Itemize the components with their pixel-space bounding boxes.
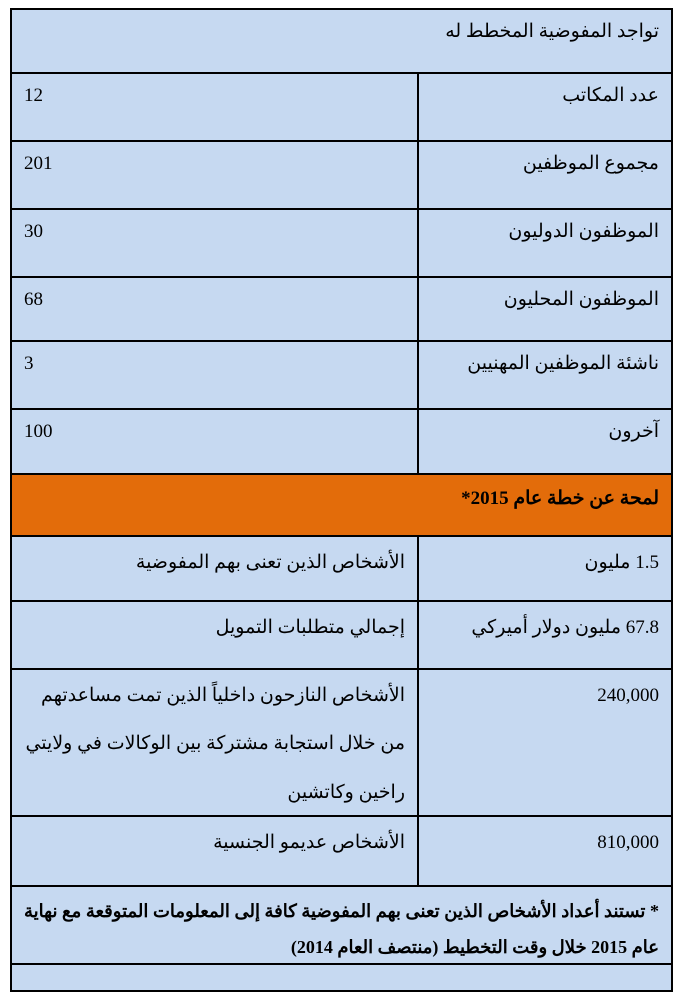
footnote-text: * تستند أعداد الأشخاص الذين تعنى بهم المفوضية كافة إلى المعلومات المتوقعة مع نهاية عام 2015 خلال وقت التخطيط (منتصف العام 2014)	[24, 901, 659, 957]
row-total-staff-value: 201	[24, 153, 53, 174]
row-others	[12, 410, 671, 475]
row-international-staff	[12, 210, 671, 278]
row-local-staff-label: الموظفون المحليون	[417, 278, 671, 340]
row-persons-of-concern-label: الأشخاص الذين تعنى بهم المفوضية	[135, 552, 405, 573]
row-idps-assisted-value: 240,000	[417, 670, 671, 815]
row-stateless-persons	[12, 817, 671, 887]
row-junior-professionals-label: ناشئة الموظفين المهنيين	[417, 342, 671, 408]
empty-bottom-row	[12, 965, 671, 990]
row-international-staff-label: الموظفون الدوليون	[417, 210, 671, 276]
table-title-row	[12, 10, 671, 74]
row-funding-requirements-value: 67.8 مليون دولار أميركي	[417, 602, 671, 668]
plan-header-title: لمحة عن خطة عام 2015*	[12, 475, 671, 535]
row-stateless-persons-value: 810,000	[417, 817, 671, 885]
row-funding-requirements-label: إجمالي متطلبات التمويل	[215, 617, 405, 638]
row-total-staff	[12, 142, 671, 210]
row-offices	[12, 74, 671, 142]
row-stateless-persons-label: الأشخاص عديمو الجنسية	[213, 832, 405, 853]
row-persons-of-concern-value: 1.5 مليون	[417, 537, 671, 600]
row-offices-value: 12	[24, 85, 43, 106]
row-junior-professionals	[12, 342, 671, 410]
table-title: تواجد المفوضية المخطط له	[445, 21, 659, 42]
row-others-label: آخرون	[417, 410, 671, 473]
row-junior-professionals-value: 3	[24, 353, 34, 374]
unhcr-presence-table	[10, 8, 673, 992]
row-local-staff-value: 68	[24, 289, 43, 310]
row-others-value: 100	[24, 421, 53, 442]
empty-bottom-cell	[12, 965, 671, 990]
row-persons-of-concern	[12, 537, 671, 602]
row-total-staff-label: مجموع الموظفين	[417, 142, 671, 208]
row-idps-assisted-label: الأشخاص النازحون داخلياً الذين تمت مساعدتهم من خلال استجابة مشتركة بين الوكالات في ولايتي راخين وكاتشين	[25, 685, 405, 803]
row-local-staff	[12, 278, 671, 342]
plan-header-row	[12, 475, 671, 537]
row-funding-requirements	[12, 602, 671, 670]
row-international-staff-value: 30	[24, 221, 43, 242]
row-offices-label: عدد المكاتب	[417, 74, 671, 140]
footnote-row	[12, 887, 671, 965]
row-idps-assisted	[12, 670, 671, 817]
